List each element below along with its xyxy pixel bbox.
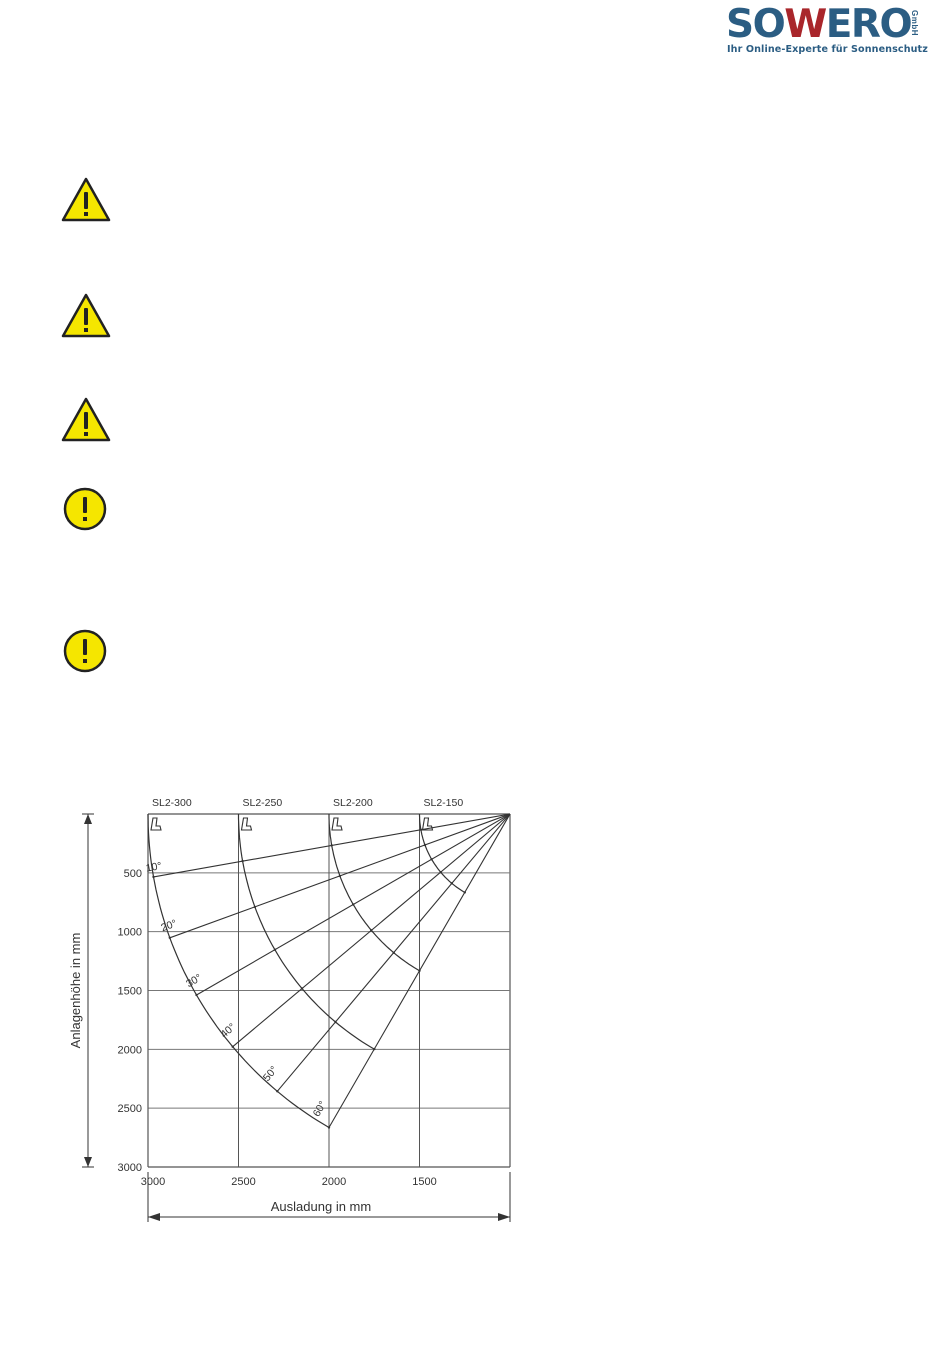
projection-height-chart <box>60 790 530 1230</box>
y-tick-label: 3000 <box>117 1162 142 1174</box>
angle-label: 30° <box>184 971 204 991</box>
angle-label: 10° <box>144 859 163 875</box>
data-point <box>393 952 395 954</box>
data-point <box>274 949 276 951</box>
data-point <box>418 970 420 972</box>
data-point <box>169 937 171 939</box>
awning-profile-icon <box>242 818 252 830</box>
y-tick-label: 2000 <box>117 1044 142 1057</box>
data-point <box>373 1048 375 1050</box>
data-point <box>451 882 453 884</box>
model-label: SL2-250 <box>242 797 283 809</box>
data-point <box>370 929 372 931</box>
exclamation-circle-icon <box>62 629 114 677</box>
data-point <box>334 1021 336 1023</box>
x-arrow-right-icon <box>498 1213 510 1221</box>
logo-tagline: Ihr Online-Experte für Sonnenschutz <box>727 44 928 55</box>
data-point <box>301 987 303 989</box>
logo-wordmark: SOWERO <box>726 2 912 47</box>
data-point <box>464 891 466 893</box>
y-axis-label: Anlagenhöhe in mm <box>68 932 83 1049</box>
chart-svg <box>60 790 530 1230</box>
data-point <box>276 1090 278 1092</box>
data-point <box>241 860 243 862</box>
y-arrow-top-icon <box>84 814 92 824</box>
exclamation-circle-icon <box>62 487 114 535</box>
warning-triangle-icon <box>60 176 112 224</box>
y-tick-label: 2500 <box>117 1103 142 1116</box>
data-point <box>420 829 422 831</box>
model-label: SL2-150 <box>423 797 464 809</box>
data-point <box>152 876 154 878</box>
logo-gmbh: GmbH <box>910 10 919 36</box>
warning-triangle-icon <box>60 292 112 340</box>
data-point <box>424 844 426 846</box>
y-tick-label: 1000 <box>117 926 142 939</box>
x-tick-label: 1500 <box>412 1176 437 1188</box>
sowero-logo <box>726 4 936 56</box>
data-point <box>328 1126 330 1128</box>
warning-triangle-icon <box>60 396 112 444</box>
x-tick-label: 3000 <box>140 1176 166 1188</box>
data-point <box>430 858 432 860</box>
angle-label: 50° <box>260 1063 281 1084</box>
angle-label: 40° <box>218 1021 239 1041</box>
x-arrow-left-icon <box>148 1213 160 1221</box>
data-point <box>331 844 333 846</box>
y-tick-label: 500 <box>123 867 142 880</box>
model-label: SL2-200 <box>333 797 373 809</box>
data-point <box>254 906 256 908</box>
x-tick-label: 2500 <box>231 1176 256 1188</box>
data-point <box>339 875 341 877</box>
awning-profile-icon <box>332 818 342 830</box>
angle-label: 60° <box>310 1099 330 1119</box>
data-point <box>195 994 197 996</box>
x-axis-label: Ausladung in mm <box>270 1199 372 1214</box>
awning-profile-icon <box>151 818 161 830</box>
model-label: SL2-300 <box>152 797 192 809</box>
angle-label: 20° <box>159 917 179 935</box>
data-point <box>440 871 442 873</box>
x-tick-label: 2000 <box>321 1176 347 1188</box>
data-point <box>232 1046 234 1048</box>
y-arrow-bottom-icon <box>84 1157 92 1167</box>
y-tick-label: 1500 <box>117 985 142 998</box>
data-point <box>352 903 354 905</box>
